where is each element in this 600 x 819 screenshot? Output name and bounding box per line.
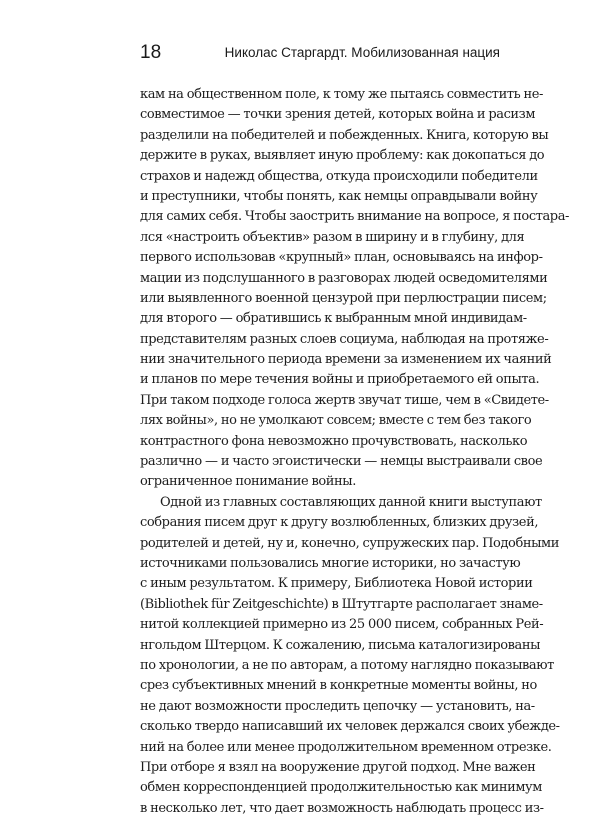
paragraph bbox=[140, 493, 560, 819]
text-line: При отборе я взял на вооружение другой подход. Мне важен bbox=[140, 759, 536, 775]
text-line: для второго — обратившись к выбранным мной индивидам- bbox=[140, 311, 527, 327]
text-line: кам на общественном поле, к тому же пытаясь совместить не- bbox=[140, 87, 543, 102]
text-line: сколько твердо написавший их человек держался своих убежде- bbox=[140, 719, 560, 735]
text-line: родителей и детей, ну и, конечно, супружеских пар. Подобными bbox=[140, 535, 559, 551]
text-line: ний на более или менее продолжительном временном отрезке. bbox=[140, 739, 552, 755]
text-line: держите в руках, выявляет иную проблему: как докопаться до bbox=[140, 148, 545, 164]
text-line: представителям разных слоев социума, наблюдая на протяже- bbox=[140, 331, 549, 347]
text-line: мации из подслушанного в разговорах людей осведомителями bbox=[140, 270, 548, 286]
text-line: (Bibliothek für Zeitgeschichte) в Штутгарте располагает знаме- bbox=[140, 596, 543, 612]
text-line: срез субъективных мнений в конкретные моменты войны, но bbox=[140, 678, 537, 694]
text-line: по хронологии, а не по авторам, а потому наглядно показывают bbox=[140, 657, 554, 673]
paragraph bbox=[140, 85, 569, 493]
text-line: в несколько лет, что дает возможность наблюдать процесс из- bbox=[140, 800, 544, 816]
text-line: для самих себя. Чтобы заострить внимание на вопросе, я постара- bbox=[140, 209, 569, 225]
text-line: собрания писем друг к другу возлюбленных, близких друзей, bbox=[140, 515, 539, 531]
body-text bbox=[140, 85, 569, 819]
text-line: ограниченное понимание войны. bbox=[140, 474, 356, 490]
text-line: обмен корреспонденцией продолжительностью как минимум bbox=[140, 780, 542, 796]
text-line: лях войны», но не умолкают совсем; вместе с тем без такого bbox=[140, 413, 532, 429]
text-line: источниками пользовались многие историки, но зачастую bbox=[140, 555, 521, 571]
text-line: нгольдом Штерцом. К сожалению, письма каталогизированы bbox=[140, 637, 541, 653]
page-number: 18 bbox=[140, 42, 162, 63]
text-line: и планов по мере течения войны и приобретаемого ей опыта. bbox=[140, 372, 540, 388]
text-line: страхов и надежд общества, откуда происходили победители bbox=[140, 168, 538, 184]
text-line: первого использовав «крупный» план, основываясь на инфор- bbox=[140, 250, 543, 266]
text-line: не дают возможности проследить цепочку — установить, на- bbox=[140, 698, 535, 714]
text-line: разделили на победителей и побежденных. Книга, которую вы bbox=[140, 127, 549, 143]
text-line: При таком подходе голоса жертв звучат тише, чем в «Свидете- bbox=[140, 392, 549, 408]
text-line: с иным результатом. К примеру, Библиотека Новой истории bbox=[140, 576, 533, 592]
page-header bbox=[140, 41, 500, 65]
text-line: и преступники, чтобы понять, как немцы оправдывали войну bbox=[140, 188, 538, 204]
text-line: различно — и часто эгоистически — немцы выстраивали свое bbox=[140, 454, 543, 470]
text-line: или выявленного военной цензурой при перлюстрации писем; bbox=[140, 290, 547, 306]
text-line: лся «настроить объектив» разом в ширину и в глубину, для bbox=[140, 229, 525, 245]
text-line: нии значительного периода времени за изменением их чаяний bbox=[140, 352, 552, 368]
text-line: нитой коллекцией примерно из 25 000 писем, собранных Рей- bbox=[140, 617, 544, 633]
text-line: контрастного фона невозможно прочувствовать, насколько bbox=[140, 433, 528, 449]
running-head: Николас Старгардт. Мобилизованная нация bbox=[224, 45, 500, 60]
text-line: совместимое — точки зрения детей, которых война и расизм bbox=[140, 107, 536, 123]
text-line: Одной из главных составляющих данной книги выступают bbox=[160, 494, 542, 510]
